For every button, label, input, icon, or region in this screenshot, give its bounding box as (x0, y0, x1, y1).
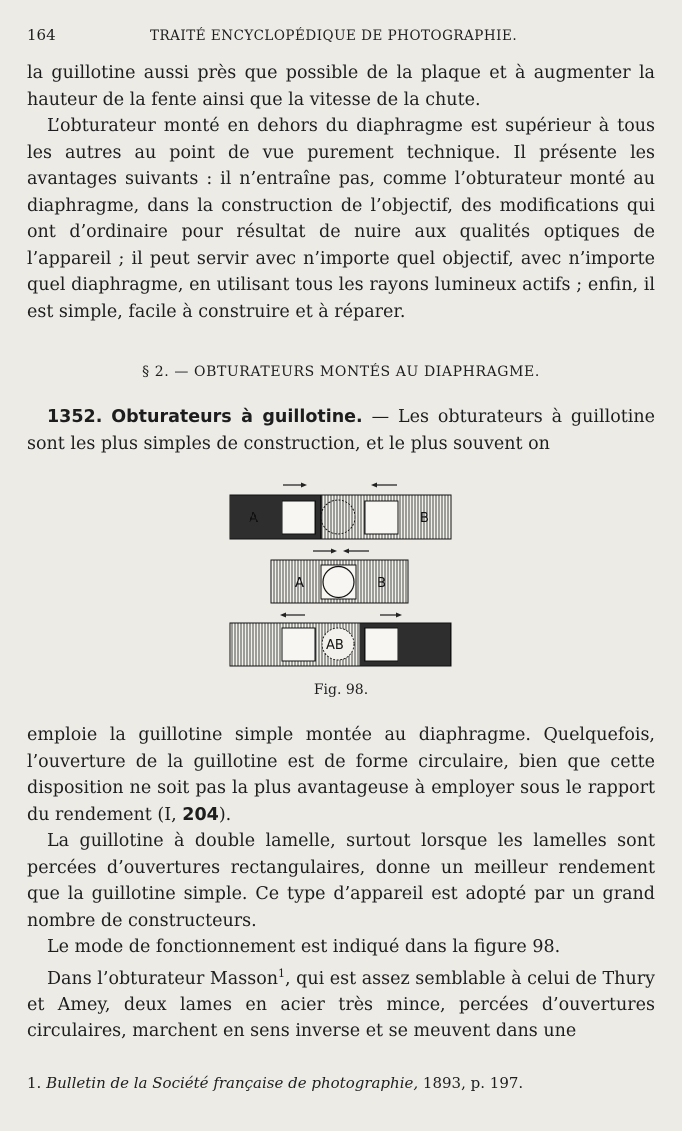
body-text-top (27, 60, 655, 325)
paragraph-figure-reference: Le mode de fonctionnement est indiqué dans la figure 98. (47, 937, 561, 957)
paragraph-end: ). (218, 804, 232, 825)
label-b-middle: B (377, 576, 386, 591)
cross-reference: 204 (182, 804, 219, 825)
section-heading: § 2. — OBTURATEURS MONTÉS AU DIAPHRAGME. (142, 364, 540, 380)
body-text-bottom (27, 722, 655, 1045)
paragraph-circular-opening-text: emploie la guillotine simple montée au diaphragme. Quelquefois, l’ouverture de la guillotine est de forme circulaire, bien que cette disposition ne soit pas la plus avantageuse à employer sous le rapport du rendement (I, (27, 725, 655, 825)
paragraph-double-blade: La guillotine à double lamelle, surtout lorsque les lamelles sont percées d’ouvertures rectangulaires, donne un meilleur rendement que la guillotine simple. Ce type d’appareil est adopté par un grand nombre de constructeurs. (27, 831, 655, 931)
paragraph-masson-start: Dans l’obturateur Masson (47, 968, 279, 989)
footnote-marker: 1 (278, 966, 286, 980)
page-number: 164 (27, 26, 56, 44)
figure-98-guillotine-diagram (225, 478, 457, 683)
guillotine-row-closed (230, 613, 451, 667)
page-header (27, 26, 655, 52)
paragraph-continuation: la guillotine aussi près que possible de la plaque et à augmenter la hauteur de la fente ainsi que la vitesse de la chute. (27, 63, 655, 110)
footnote-details: 1893, p. 197. (418, 1074, 524, 1092)
footnote-number: 1. (27, 1074, 42, 1092)
paragraph-masson-end: , qui est assez semblable à celui de Thury et Amey, deux lames en acier très mince, percées d’ouvertures circulaires, marchent en sens inverse et se meuvent dans une (27, 968, 655, 1042)
article-title: Obturateurs à guillotine. (111, 407, 363, 427)
article-text: — Les obturateurs à guillotine sont les plus simples de construction, et le plus souvent on (27, 407, 655, 454)
paragraph-shutter-advantages: L’obturateur monté en dehors du diaphragme est supérieur à tous les autres au point de vue purement technique. Il présente les avantages suivants : il n’entraîne pas, comme l’obturateur monté au diaphragme, dans la construction de l’objectif, des modifications qui ont d’ordinaire pour résultat de nuire aux qualités optiques de l’appareil ; il peut servir avec n’importe quel objectif, avec n’importe quel diaphragme, en utilisant tous les rayons lumineux actifs ; enfin, il est simple, facile à construire et à réparer. (27, 116, 655, 322)
label-b-top: B (420, 511, 429, 526)
label-ab-bottom: AB (326, 638, 344, 653)
footnote (27, 1074, 523, 1092)
article-1352 (27, 404, 655, 457)
label-a-top: A (249, 511, 258, 526)
paragraph-masson-shutter (27, 961, 655, 1045)
paragraph-circular-opening (27, 722, 655, 828)
label-a-middle: A (295, 576, 304, 591)
running-title: TRAITÉ ENCYCLOPÉDIQUE DE PHOTOGRAPHIE. (150, 28, 518, 44)
guillotine-row-overlap (271, 549, 408, 604)
figure-caption: Fig. 98. (313, 682, 369, 698)
footnote-title: Bulletin de la Société française de photographie, (46, 1074, 419, 1092)
guillotine-row-open (230, 483, 451, 540)
article-number: 1352. (47, 407, 103, 427)
